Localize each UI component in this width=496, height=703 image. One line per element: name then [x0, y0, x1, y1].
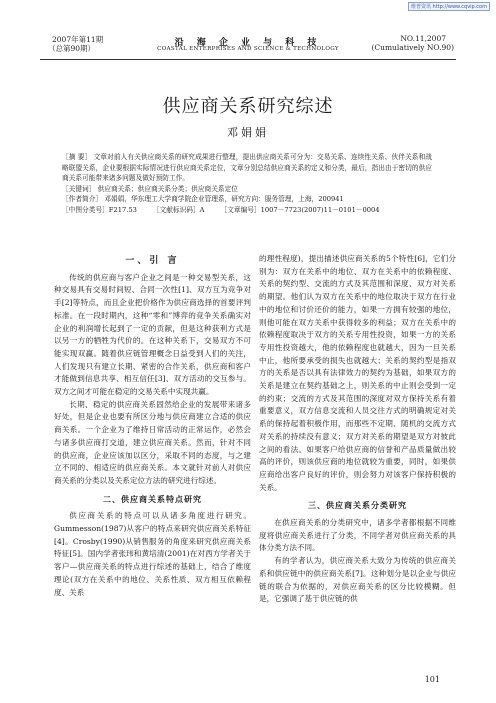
classification-code: ［中图分类号］F217.53	[62, 205, 137, 214]
issue-number: NO.11,2007	[400, 34, 446, 43]
cumulative-number: (Cumulatively NO.90)	[371, 43, 454, 52]
section-heading-characteristics: 二、供应商关系特点研究	[103, 494, 202, 504]
journal-header	[40, 34, 456, 58]
author-info: ［作者简介］ 邓娟娟，华东理工大学商学院企业管理系，研究方向：服务管理，上海，200941	[62, 195, 344, 204]
page-number: 101	[424, 675, 440, 684]
section-heading-classification: 三、供应商关系分类研究	[308, 501, 407, 511]
paragraph: 的理性程度)，提出描述供应商关系的5个特性[6]，它们分别为：双方在关系中的地位、双方在关系中的依赖程度、关系的契约型、交流的方式及其范围和深度、双方对关系的期望。他们认为双方在关系中的地位取决于双方在行业中的地位和讨价还价的能力，如果一方拥有较强的地位，则他可能在双方关系中获得较多的利益；双方在关系中的依赖程度取决于双方的关系专用性投资，如果一方的关系专用性投资越大，他的依赖程度也就越大，因为一旦关系中止，他所要承受的损失也就越大；关系的契约型是指双方的关系是否以具有法律效力的契约为基础，如果双方的关系是建立在契约基础之上，则关系的中止则会受到一定的约束；交流的方式及其范围的深度对双方保持关系有着重要意义，双方信息交流和人员交往方式的明确规定对关系的保持起着积极作用，而那些不定期、随机的交流方式对关系的持续没有意义；双方对关系的期望是双方对彼此之间的看法。如果客户给供应商的信誉和产品质量做出较高的评价，则该供应商的地位就较为重要，同时，如果供应商给出客户良好的评价，则会努力对该客户保持积极的关系。	[259, 254, 456, 492]
header-rule	[40, 59, 456, 60]
document-code: ［文献标识码］A	[152, 205, 205, 214]
left-column	[54, 253, 251, 599]
paragraph: 在供应商关系的分类研究中，诸多学者都根据不同维度将供应商关系进行了分类，不同学者对供应商关系的具体分类方法不同。	[259, 518, 456, 553]
article-author: 邓娟娟	[227, 126, 269, 139]
article-number: ［文章编号］1007－7723(2007)11－0101－0004	[220, 205, 380, 214]
article-metadata	[62, 152, 432, 216]
journal-title-cn: 沿 海 企 业 与 科 技	[174, 38, 322, 48]
total-issue-label: （总第90期）	[48, 44, 96, 53]
watermark-stamp: 维普资讯 http://www.cqvip.com	[408, 2, 490, 11]
section-heading-intro: 一、引 言	[125, 256, 180, 266]
article-title: 供应商关系研究综述	[162, 96, 334, 117]
paragraph: 供应商关系的特点可以从诸多角度进行研究。Gummesson(1987)从客户的特点来研究供应商关系特征[4]。Crosby(1990)从销售服务的角度来研究供应商关系特征[5]。国内学者张玮和黄培清(2001)在对西方学者关于客户—供应商关系的特点进行综述的基础上，结合了维度理论(双方在关系中的地位、关系性质、双方相互依赖程度、关系	[54, 511, 251, 597]
journal-title-en: COASTAL ENTERPRISES AND SCIENCE & TECHNOLOGY	[157, 46, 339, 52]
issue-label: 2007年第11期	[52, 35, 104, 44]
right-column	[259, 253, 456, 606]
paragraph: 有的学者认为，供应商关系大致分为传统的供应商关系和供应链中的供应商关系[7]。这种划分是以企业与供应链的联合为依据的，对供应商关系的区分比较模糊。但是，它强调了基于供应链的供	[259, 556, 456, 604]
abstract: ［摘 要］ 文章对前人有关供应商关系的研究成果进行整理，提出供应商关系可分为：交易关系、连续性关系、伙伴关系和战略联盟关系，企业要根据实际情况进行供应商关系定位，文章分别总结供应商关系的定义和分类，最后，指出由于密切的供应商关系可能带来诸多问题及做好预防工作。	[62, 153, 432, 183]
keywords: ［关键词］ 供应商关系；供应商关系分类；供应商关系定位	[62, 184, 238, 193]
paragraph: 长期、稳定的供应商关系固然给企业的发展带来诸多好处，但是企业也要有所区分地与供应商建立合适的供应商关系。一个企业为了维持日常活动的正常运作，必然会与诸多供应商打交道，建立供应商关系。然而，针对不同的供应商，企业应该加以区分，采取不同的态度，与之建立不同的、相适应的供应商关系。本文就针对前人对供应商关系的分类以及关系定位方法的研究进行综述。	[54, 399, 251, 485]
classification-row	[62, 205, 432, 216]
paragraph: 传统的供应商与客户企业之间是一种交易型关系，这种交易具有交易时间短、合同一次性[1]、双方互为竞争对手[2]等特点，而且企业把价格作为供应商选择的首要评判标准。在一段时期内，这种“零和”博弈的竞争关系确实对企业的利润增长起到了一定的贡献，但是这种获利方式是以另一方的牺牲为代价的。在这种关系下，交易双方不可能实现双赢。随着供应链管理概念日益受到人们的关注，人们发现只有建立长期、紧密的合作关系，供应商和客户才能做到信息共享、相互信任[3]、双方活动的交互参与。双方之间才可能在稳定的交易关系中实现共赢。	[54, 272, 251, 397]
